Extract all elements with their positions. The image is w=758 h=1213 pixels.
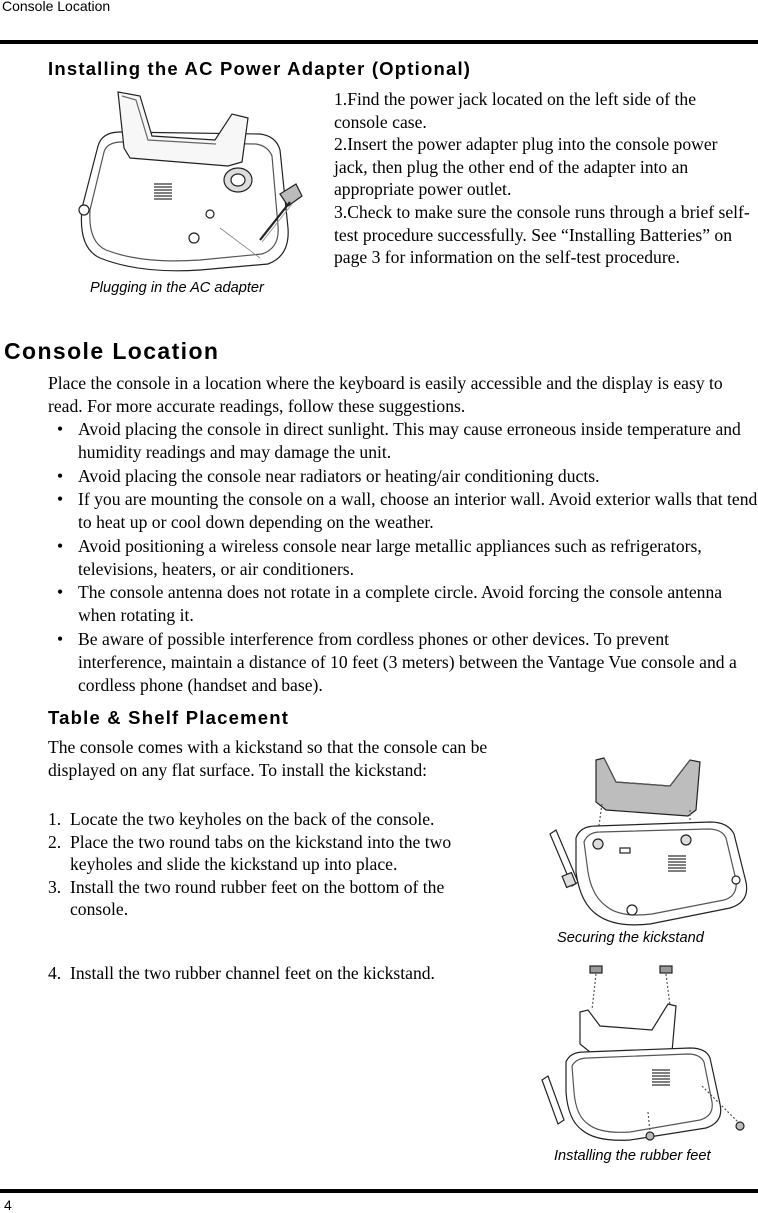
list-item	[48, 535, 758, 581]
list-item	[48, 628, 758, 697]
step-text: Locate the two keyholes on the back of the console.	[70, 809, 435, 829]
ac-step-2: 2.Insert the power adapter plug into the console power jack, then plug the other end of the adapter into an appropriate power outlet.	[334, 134, 718, 200]
console-location-intro: Place the console in a location where the keyboard is easily accessible and the display is easy to read. For more accurate readings, follow these suggestions.	[48, 373, 723, 416]
ac-adapter-steps	[334, 88, 754, 269]
list-item	[48, 581, 758, 627]
list-item	[48, 488, 758, 534]
rubber-foot	[736, 1122, 744, 1130]
bullet: •	[57, 489, 64, 509]
list-item-text: Avoid placing the console in direct sunlight. This may cause erroneous inside temperature and humidity readings and may damage the unit.	[78, 419, 741, 462]
table-shelf-heading: Table & Shelf Placement	[48, 707, 290, 728]
list-item-text: If you are mounting the console on a wall, choose an interior wall. Avoid exterior walls that tend to heat up or cool down depending on the weather.	[78, 489, 758, 532]
step-text: Place the two round tabs on the kickstand into the two keyholes and slide the kickstand up into place.	[70, 831, 452, 875]
list-item	[48, 962, 518, 985]
list-item	[48, 418, 758, 464]
kickstand-step-4	[48, 962, 518, 985]
table-shelf-intro: The console comes with a kickstand so that the console can be displayed on any flat surface. To install the kickstand:	[48, 737, 488, 780]
running-header: Console Location	[2, 0, 111, 14]
ac-adapter-heading: Installing the AC Power Adapter (Optional)	[48, 58, 472, 79]
list-item-text: The console antenna does not rotate in a complete circle. Avoid forcing the console antenna when rotating it.	[78, 582, 723, 625]
list-item	[48, 831, 498, 876]
list-item	[48, 465, 758, 488]
rubber-feet-caption: Installing the rubber feet	[554, 1148, 711, 1164]
bullet: •	[57, 535, 64, 556]
suggestion-list	[48, 418, 758, 697]
channel-foot	[660, 966, 672, 973]
channel-foot	[590, 966, 602, 973]
list-item-text: Be aware of possible interference from cordless phones or other devices. To prevent interference, maintain a distance of 10 feet (3 meters) between the Vantage Vue console and a cordless phone (handset and base).	[78, 628, 737, 695]
ac-adapter-illustration	[70, 88, 310, 273]
step-number: 3.	[48, 876, 62, 897]
ac-adapter-caption: Plugging in the AC adapter	[90, 280, 264, 296]
footer-rule	[0, 1189, 758, 1193]
bullet: •	[57, 465, 64, 486]
kickstand-caption: Securing the kickstand	[557, 930, 704, 946]
antenna	[542, 1076, 564, 1124]
step-number: 1.	[48, 809, 62, 829]
kickstand-steps	[48, 808, 498, 921]
bullet: •	[57, 628, 64, 649]
console-body	[566, 1048, 721, 1140]
kickstand-illustration	[540, 752, 755, 927]
ac-step-1: 1.Find the power jack located on the left side of the console case.	[334, 89, 697, 132]
list-item	[48, 876, 498, 921]
step-text: Install the two rubber channel feet on the kickstand.	[70, 963, 435, 983]
list-item-text: Avoid positioning a wireless console near large metallic appliances such as refrigerators, televisions, heaters, or air conditioners.	[78, 535, 702, 579]
rubber-foot	[646, 1132, 654, 1140]
page-number: 4	[4, 1197, 12, 1213]
bullet: •	[57, 582, 64, 602]
step-number: 2.	[48, 831, 62, 852]
step-text: Install the two round rubber feet on the bottom of the console.	[70, 876, 445, 920]
list-item-text: Avoid placing the console near radiators or heating/air conditioning ducts.	[78, 465, 600, 486]
bullet: •	[57, 419, 64, 439]
list-item	[48, 808, 498, 831]
ac-step-3: 3.Check to make sure the console runs through a brief self-test procedure successfully. See “Installing Batteries” on page 3 for information on the self-test procedure.	[334, 201, 750, 268]
console-location-heading: Console Location	[4, 338, 220, 364]
step-number: 4.	[48, 963, 62, 983]
console-body	[576, 822, 747, 925]
rubber-feet-illustration	[540, 962, 755, 1142]
header-rule	[0, 40, 758, 44]
